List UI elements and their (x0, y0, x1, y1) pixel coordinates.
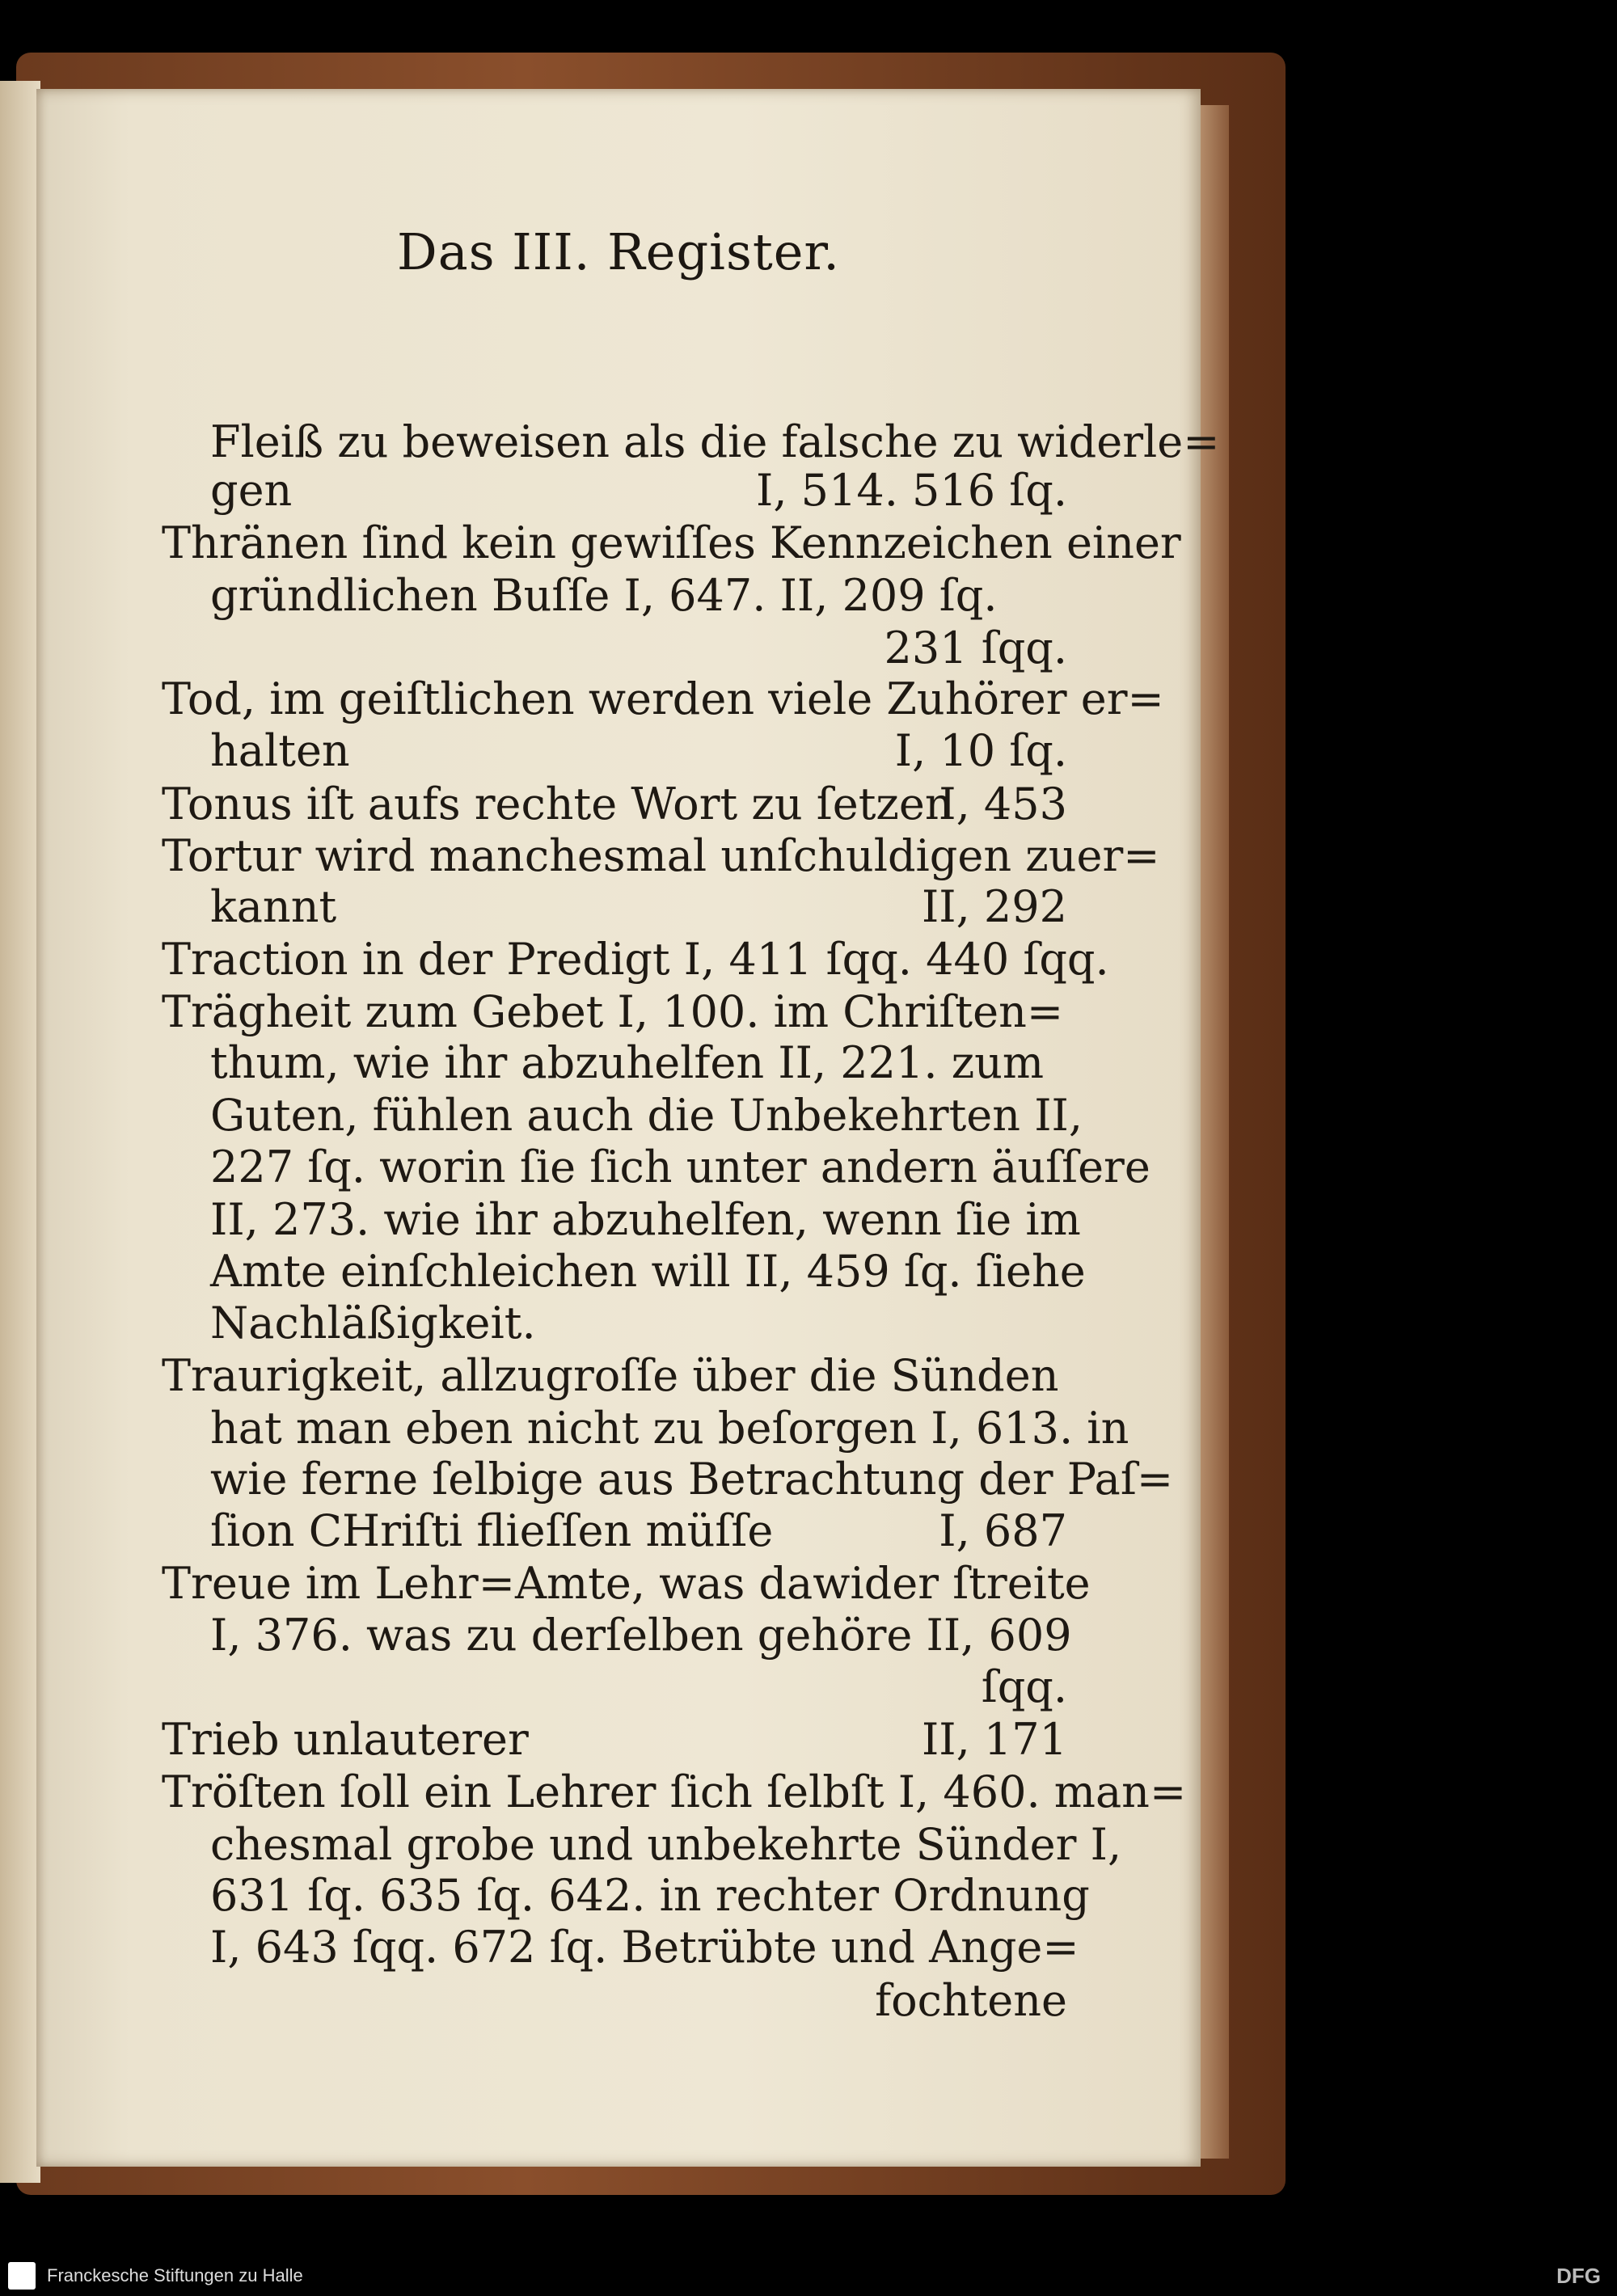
register-text: Fleiß zu beweisen als die falsche zu widerle= gen I, 514. 516 ſq. Thränen ſind kein gewiſſes Kennzeichen einer gründlichen Buſſe I, 647. II, 209 ſq. 231 ſqq. Tod, im geiſtlichen werden viele Zuhörer er= halten I, 10 ſq. Tonus iſt aufs rechte Wort zu ſetzen I, 453 Tortur wird manchesmal unſchuldigen zuer= kannt II, 292 Traction in der Predigt I, 411 ſqq. 440 ſqq. Trägheit zum Gebet I, 100. im Chriſten= thum, wie ihr abzuhelfen II, 221. zum Guten, fühlen auch die Unbekehrten II, 227 ſq. worin ſie ſich unter andern äuſſere II, 273. wie ihr abzuhelfen, wenn ſie im Amte einſchleichen will II, 459 ſq. ſiehe Nachläßigkeit. Traurigkeit, allzugroſſe über die Sünden hat man eben nicht zu beſorgen I, 613. in wie ferne ſelbige aus Betrachtung der Paſ= ſion CHriſti flieſſen müſſe I, 687 Treue im Lehr=Amte, was dawider ſtreite I, 376. was zu derſelben gehöre II, 609 ſqq. Trieb unlauterer II, 171 Tröſten ſoll ein Lehrer ſich ſelbſt I, 460. man= chesmal grobe und unbekehrte Sünder I, 631 ſq. 635 ſq. 642. in rechter Ordnung I, 643 ſqq. 672 ſq. Betrübte und Ange= fochtene (162, 416, 1220, 2026)
institution-logo-icon (8, 2262, 36, 2290)
funder-logo: DFG (1556, 2264, 1601, 2288)
viewer-footer (0, 2256, 1617, 2296)
institution-name: Franckesche Stiftungen zu Halle (47, 2265, 303, 2285)
page-fore-edge (1201, 105, 1229, 2159)
page-header: Das III. Register. (397, 222, 840, 281)
left-page-edge (0, 81, 40, 2183)
book-page (36, 89, 1220, 2167)
